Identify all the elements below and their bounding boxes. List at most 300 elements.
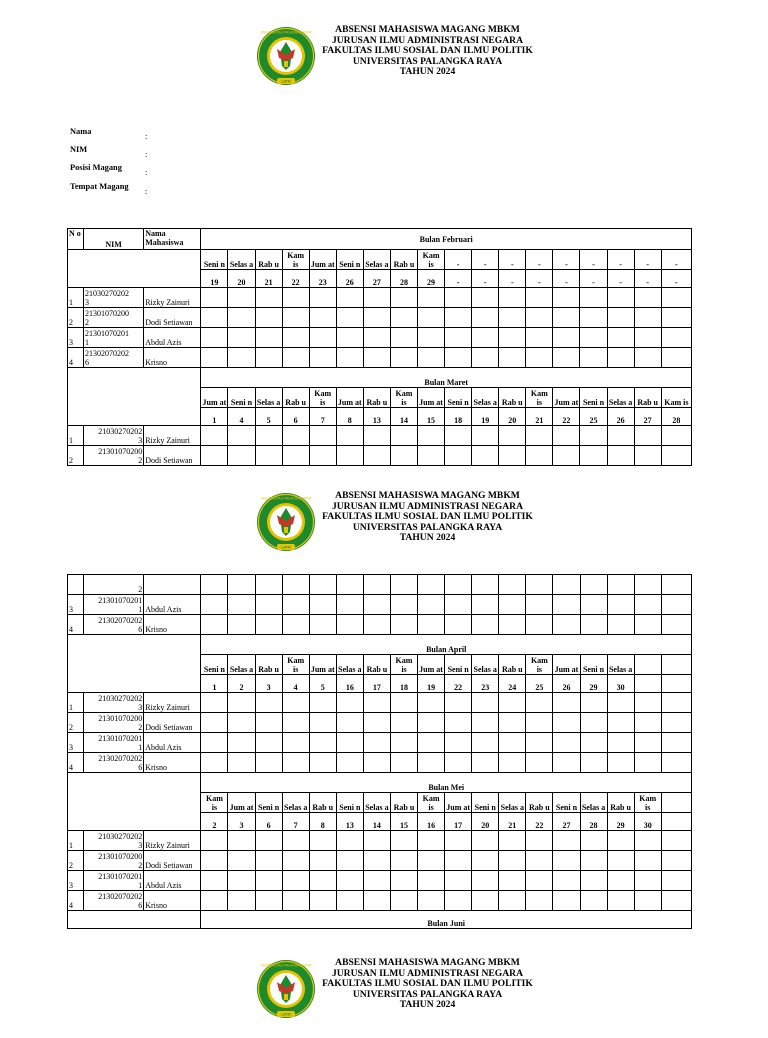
attendance-cell[interactable] — [607, 615, 634, 635]
attendance-cell[interactable] — [363, 693, 390, 713]
attendance-cell[interactable] — [445, 615, 472, 635]
attendance-cell[interactable] — [228, 288, 255, 308]
attendance-cell[interactable] — [607, 851, 634, 871]
attendance-cell[interactable] — [553, 328, 580, 348]
attendance-cell[interactable] — [282, 595, 309, 615]
attendance-cell[interactable] — [553, 615, 580, 635]
attendance-cell[interactable] — [553, 831, 580, 851]
attendance-cell[interactable] — [526, 733, 553, 753]
attendance-cell[interactable] — [580, 851, 607, 871]
attendance-cell[interactable] — [634, 595, 661, 615]
attendance-cell[interactable] — [309, 595, 336, 615]
attendance-cell[interactable] — [282, 446, 309, 466]
attendance-cell[interactable] — [418, 288, 445, 308]
attendance-cell[interactable] — [201, 693, 228, 713]
attendance-cell[interactable] — [255, 575, 282, 595]
attendance-cell[interactable] — [661, 426, 691, 446]
attendance-cell[interactable] — [526, 871, 553, 891]
attendance-cell[interactable] — [228, 871, 255, 891]
attendance-cell[interactable] — [634, 308, 661, 328]
attendance-cell[interactable] — [526, 753, 553, 773]
attendance-cell[interactable] — [309, 446, 336, 466]
attendance-cell[interactable] — [336, 851, 363, 871]
attendance-cell[interactable] — [363, 575, 390, 595]
attendance-cell[interactable] — [228, 693, 255, 713]
attendance-cell[interactable] — [526, 308, 553, 328]
attendance-cell[interactable] — [499, 753, 526, 773]
attendance-cell[interactable] — [607, 753, 634, 773]
attendance-cell[interactable] — [472, 871, 499, 891]
attendance-cell[interactable] — [580, 308, 607, 328]
attendance-cell[interactable] — [472, 831, 499, 851]
attendance-cell[interactable] — [445, 595, 472, 615]
attendance-cell[interactable] — [201, 308, 228, 328]
attendance-cell[interactable] — [309, 615, 336, 635]
attendance-cell[interactable] — [336, 446, 363, 466]
attendance-cell[interactable] — [553, 713, 580, 733]
attendance-cell[interactable] — [255, 831, 282, 851]
attendance-cell[interactable] — [228, 891, 255, 911]
attendance-cell[interactable] — [390, 446, 417, 466]
attendance-cell[interactable] — [661, 891, 691, 911]
attendance-cell[interactable] — [445, 348, 472, 368]
attendance-cell[interactable] — [553, 348, 580, 368]
attendance-cell[interactable] — [661, 288, 691, 308]
attendance-cell[interactable] — [201, 851, 228, 871]
attendance-cell[interactable] — [228, 733, 255, 753]
attendance-cell[interactable] — [201, 891, 228, 911]
attendance-cell[interactable] — [309, 575, 336, 595]
attendance-cell[interactable] — [336, 595, 363, 615]
attendance-cell[interactable] — [418, 446, 445, 466]
attendance-cell[interactable] — [607, 713, 634, 733]
attendance-cell[interactable] — [661, 733, 691, 753]
attendance-cell[interactable] — [418, 426, 445, 446]
attendance-cell[interactable] — [418, 575, 445, 595]
attendance-cell[interactable] — [526, 595, 553, 615]
attendance-cell[interactable] — [282, 891, 309, 911]
attendance-cell[interactable] — [363, 595, 390, 615]
attendance-cell[interactable] — [661, 713, 691, 733]
attendance-cell[interactable] — [445, 693, 472, 713]
attendance-cell[interactable] — [255, 871, 282, 891]
attendance-cell[interactable] — [390, 871, 417, 891]
attendance-cell[interactable] — [282, 575, 309, 595]
attendance-cell[interactable] — [282, 753, 309, 773]
attendance-cell[interactable] — [363, 851, 390, 871]
attendance-cell[interactable] — [472, 595, 499, 615]
attendance-cell[interactable] — [363, 831, 390, 851]
attendance-cell[interactable] — [255, 851, 282, 871]
attendance-cell[interactable] — [390, 328, 417, 348]
attendance-cell[interactable] — [336, 891, 363, 911]
attendance-cell[interactable] — [499, 308, 526, 328]
attendance-cell[interactable] — [228, 713, 255, 733]
attendance-cell[interactable] — [228, 615, 255, 635]
attendance-cell[interactable] — [472, 733, 499, 753]
attendance-cell[interactable] — [634, 575, 661, 595]
attendance-cell[interactable] — [526, 328, 553, 348]
attendance-cell[interactable] — [445, 851, 472, 871]
attendance-cell[interactable] — [282, 348, 309, 368]
attendance-cell[interactable] — [580, 753, 607, 773]
attendance-cell[interactable] — [309, 891, 336, 911]
attendance-cell[interactable] — [472, 615, 499, 635]
attendance-cell[interactable] — [228, 575, 255, 595]
attendance-cell[interactable] — [282, 426, 309, 446]
attendance-cell[interactable] — [553, 871, 580, 891]
attendance-cell[interactable] — [309, 308, 336, 328]
attendance-cell[interactable] — [499, 426, 526, 446]
attendance-cell[interactable] — [661, 693, 691, 713]
attendance-cell[interactable] — [282, 693, 309, 713]
attendance-cell[interactable] — [526, 288, 553, 308]
attendance-cell[interactable] — [472, 446, 499, 466]
attendance-cell[interactable] — [634, 851, 661, 871]
attendance-cell[interactable] — [661, 328, 691, 348]
attendance-cell[interactable] — [526, 575, 553, 595]
attendance-cell[interactable] — [201, 615, 228, 635]
attendance-cell[interactable] — [282, 328, 309, 348]
attendance-cell[interactable] — [363, 871, 390, 891]
attendance-cell[interactable] — [526, 426, 553, 446]
attendance-cell[interactable] — [580, 871, 607, 891]
attendance-cell[interactable] — [526, 446, 553, 466]
attendance-cell[interactable] — [553, 595, 580, 615]
attendance-cell[interactable] — [661, 446, 691, 466]
attendance-cell[interactable] — [661, 575, 691, 595]
attendance-cell[interactable] — [445, 308, 472, 328]
attendance-cell[interactable] — [499, 615, 526, 635]
attendance-cell[interactable] — [201, 446, 228, 466]
attendance-cell[interactable] — [390, 426, 417, 446]
attendance-cell[interactable] — [580, 328, 607, 348]
attendance-cell[interactable] — [418, 733, 445, 753]
attendance-cell[interactable] — [418, 615, 445, 635]
attendance-cell[interactable] — [445, 446, 472, 466]
attendance-cell[interactable] — [336, 615, 363, 635]
attendance-cell[interactable] — [418, 713, 445, 733]
attendance-cell[interactable] — [228, 426, 255, 446]
attendance-cell[interactable] — [336, 426, 363, 446]
attendance-cell[interactable] — [390, 831, 417, 851]
attendance-cell[interactable] — [472, 348, 499, 368]
attendance-cell[interactable] — [553, 753, 580, 773]
attendance-cell[interactable] — [661, 871, 691, 891]
attendance-cell[interactable] — [580, 595, 607, 615]
attendance-cell[interactable] — [472, 288, 499, 308]
attendance-cell[interactable] — [255, 693, 282, 713]
attendance-cell[interactable] — [634, 871, 661, 891]
attendance-cell[interactable] — [309, 851, 336, 871]
attendance-cell[interactable] — [363, 753, 390, 773]
attendance-cell[interactable] — [580, 288, 607, 308]
attendance-cell[interactable] — [255, 348, 282, 368]
attendance-cell[interactable] — [418, 308, 445, 328]
attendance-cell[interactable] — [553, 693, 580, 713]
attendance-cell[interactable] — [309, 753, 336, 773]
attendance-cell[interactable] — [390, 308, 417, 328]
attendance-cell[interactable] — [255, 426, 282, 446]
attendance-cell[interactable] — [309, 733, 336, 753]
attendance-cell[interactable] — [634, 426, 661, 446]
attendance-cell[interactable] — [472, 753, 499, 773]
attendance-cell[interactable] — [634, 733, 661, 753]
attendance-cell[interactable] — [309, 693, 336, 713]
attendance-cell[interactable] — [255, 446, 282, 466]
attendance-cell[interactable] — [255, 595, 282, 615]
attendance-cell[interactable] — [634, 288, 661, 308]
attendance-cell[interactable] — [336, 288, 363, 308]
attendance-cell[interactable] — [445, 753, 472, 773]
attendance-cell[interactable] — [201, 575, 228, 595]
attendance-cell[interactable] — [607, 328, 634, 348]
attendance-cell[interactable] — [553, 308, 580, 328]
attendance-cell[interactable] — [228, 328, 255, 348]
attendance-cell[interactable] — [580, 575, 607, 595]
attendance-cell[interactable] — [472, 426, 499, 446]
attendance-cell[interactable] — [363, 288, 390, 308]
attendance-cell[interactable] — [336, 713, 363, 733]
attendance-cell[interactable] — [390, 891, 417, 911]
attendance-cell[interactable] — [363, 891, 390, 911]
attendance-cell[interactable] — [282, 851, 309, 871]
attendance-cell[interactable] — [228, 446, 255, 466]
attendance-cell[interactable] — [336, 308, 363, 328]
attendance-cell[interactable] — [634, 753, 661, 773]
attendance-cell[interactable] — [282, 308, 309, 328]
attendance-cell[interactable] — [580, 693, 607, 713]
attendance-cell[interactable] — [553, 426, 580, 446]
attendance-cell[interactable] — [309, 288, 336, 308]
attendance-cell[interactable] — [390, 575, 417, 595]
attendance-cell[interactable] — [634, 713, 661, 733]
attendance-cell[interactable] — [445, 891, 472, 911]
attendance-cell[interactable] — [553, 575, 580, 595]
attendance-cell[interactable] — [580, 733, 607, 753]
attendance-cell[interactable] — [418, 831, 445, 851]
attendance-cell[interactable] — [418, 328, 445, 348]
attendance-cell[interactable] — [418, 871, 445, 891]
attendance-cell[interactable] — [309, 871, 336, 891]
attendance-cell[interactable] — [607, 575, 634, 595]
attendance-cell[interactable] — [445, 288, 472, 308]
attendance-cell[interactable] — [553, 288, 580, 308]
attendance-cell[interactable] — [390, 348, 417, 368]
attendance-cell[interactable] — [390, 851, 417, 871]
attendance-cell[interactable] — [580, 713, 607, 733]
attendance-cell[interactable] — [363, 426, 390, 446]
attendance-cell[interactable] — [390, 288, 417, 308]
attendance-cell[interactable] — [499, 288, 526, 308]
attendance-cell[interactable] — [526, 851, 553, 871]
attendance-cell[interactable] — [661, 753, 691, 773]
attendance-cell[interactable] — [526, 831, 553, 851]
attendance-cell[interactable] — [282, 831, 309, 851]
attendance-cell[interactable] — [255, 713, 282, 733]
attendance-cell[interactable] — [499, 595, 526, 615]
attendance-cell[interactable] — [472, 693, 499, 713]
attendance-cell[interactable] — [472, 328, 499, 348]
attendance-cell[interactable] — [553, 891, 580, 911]
attendance-cell[interactable] — [499, 713, 526, 733]
attendance-cell[interactable] — [309, 831, 336, 851]
attendance-cell[interactable] — [445, 575, 472, 595]
attendance-cell[interactable] — [228, 851, 255, 871]
attendance-cell[interactable] — [580, 446, 607, 466]
attendance-cell[interactable] — [634, 328, 661, 348]
attendance-cell[interactable] — [634, 446, 661, 466]
attendance-cell[interactable] — [580, 891, 607, 911]
attendance-cell[interactable] — [661, 308, 691, 328]
attendance-cell[interactable] — [201, 713, 228, 733]
attendance-cell[interactable] — [390, 595, 417, 615]
attendance-cell[interactable] — [607, 693, 634, 713]
attendance-cell[interactable] — [580, 615, 607, 635]
attendance-cell[interactable] — [526, 891, 553, 911]
attendance-cell[interactable] — [201, 871, 228, 891]
attendance-cell[interactable] — [228, 753, 255, 773]
attendance-cell[interactable] — [255, 328, 282, 348]
attendance-cell[interactable] — [309, 348, 336, 368]
attendance-cell[interactable] — [282, 713, 309, 733]
attendance-cell[interactable] — [201, 426, 228, 446]
attendance-cell[interactable] — [445, 328, 472, 348]
attendance-cell[interactable] — [336, 733, 363, 753]
attendance-cell[interactable] — [228, 348, 255, 368]
attendance-cell[interactable] — [445, 871, 472, 891]
attendance-cell[interactable] — [607, 831, 634, 851]
attendance-cell[interactable] — [526, 348, 553, 368]
attendance-cell[interactable] — [255, 615, 282, 635]
attendance-cell[interactable] — [661, 851, 691, 871]
attendance-cell[interactable] — [363, 615, 390, 635]
attendance-cell[interactable] — [607, 288, 634, 308]
attendance-cell[interactable] — [228, 308, 255, 328]
attendance-cell[interactable] — [201, 595, 228, 615]
attendance-cell[interactable] — [336, 871, 363, 891]
attendance-cell[interactable] — [228, 831, 255, 851]
attendance-cell[interactable] — [472, 575, 499, 595]
attendance-cell[interactable] — [445, 426, 472, 446]
attendance-cell[interactable] — [472, 713, 499, 733]
attendance-cell[interactable] — [390, 713, 417, 733]
attendance-cell[interactable] — [607, 308, 634, 328]
attendance-cell[interactable] — [336, 831, 363, 851]
attendance-cell[interactable] — [390, 753, 417, 773]
attendance-cell[interactable] — [390, 693, 417, 713]
attendance-cell[interactable] — [201, 831, 228, 851]
attendance-cell[interactable] — [472, 308, 499, 328]
attendance-cell[interactable] — [553, 446, 580, 466]
attendance-cell[interactable] — [418, 693, 445, 713]
attendance-cell[interactable] — [499, 831, 526, 851]
attendance-cell[interactable] — [580, 426, 607, 446]
attendance-cell[interactable] — [445, 733, 472, 753]
attendance-cell[interactable] — [255, 891, 282, 911]
attendance-cell[interactable] — [418, 851, 445, 871]
attendance-cell[interactable] — [499, 575, 526, 595]
attendance-cell[interactable] — [282, 615, 309, 635]
attendance-cell[interactable] — [336, 348, 363, 368]
attendance-cell[interactable] — [336, 753, 363, 773]
attendance-cell[interactable] — [418, 753, 445, 773]
attendance-cell[interactable] — [201, 733, 228, 753]
attendance-cell[interactable] — [499, 891, 526, 911]
attendance-cell[interactable] — [661, 615, 691, 635]
attendance-cell[interactable] — [499, 693, 526, 713]
attendance-cell[interactable] — [553, 851, 580, 871]
attendance-cell[interactable] — [499, 733, 526, 753]
attendance-cell[interactable] — [363, 308, 390, 328]
attendance-cell[interactable] — [201, 328, 228, 348]
attendance-cell[interactable] — [472, 851, 499, 871]
attendance-cell[interactable] — [634, 348, 661, 368]
attendance-cell[interactable] — [255, 308, 282, 328]
attendance-cell[interactable] — [445, 831, 472, 851]
attendance-cell[interactable] — [363, 348, 390, 368]
attendance-cell[interactable] — [201, 348, 228, 368]
attendance-cell[interactable] — [661, 831, 691, 851]
attendance-cell[interactable] — [309, 426, 336, 446]
attendance-cell[interactable] — [634, 693, 661, 713]
attendance-cell[interactable] — [418, 595, 445, 615]
attendance-cell[interactable] — [363, 328, 390, 348]
attendance-cell[interactable] — [282, 733, 309, 753]
attendance-cell[interactable] — [607, 426, 634, 446]
attendance-cell[interactable] — [472, 891, 499, 911]
attendance-cell[interactable] — [580, 348, 607, 368]
attendance-cell[interactable] — [499, 348, 526, 368]
attendance-cell[interactable] — [499, 328, 526, 348]
attendance-cell[interactable] — [607, 446, 634, 466]
attendance-cell[interactable] — [418, 348, 445, 368]
attendance-cell[interactable] — [580, 831, 607, 851]
attendance-cell[interactable] — [282, 288, 309, 308]
attendance-cell[interactable] — [309, 713, 336, 733]
attendance-cell[interactable] — [499, 446, 526, 466]
attendance-cell[interactable] — [255, 753, 282, 773]
attendance-cell[interactable] — [336, 328, 363, 348]
attendance-cell[interactable] — [499, 871, 526, 891]
attendance-cell[interactable] — [445, 713, 472, 733]
attendance-cell[interactable] — [499, 851, 526, 871]
attendance-cell[interactable] — [336, 575, 363, 595]
attendance-cell[interactable] — [607, 891, 634, 911]
attendance-cell[interactable] — [634, 891, 661, 911]
attendance-cell[interactable] — [607, 733, 634, 753]
attendance-cell[interactable] — [201, 288, 228, 308]
attendance-cell[interactable] — [526, 615, 553, 635]
attendance-cell[interactable] — [390, 733, 417, 753]
attendance-cell[interactable] — [390, 615, 417, 635]
attendance-cell[interactable] — [363, 713, 390, 733]
attendance-cell[interactable] — [607, 348, 634, 368]
attendance-cell[interactable] — [526, 713, 553, 733]
attendance-cell[interactable] — [553, 733, 580, 753]
attendance-cell[interactable] — [418, 891, 445, 911]
attendance-cell[interactable] — [634, 615, 661, 635]
attendance-cell[interactable] — [607, 595, 634, 615]
attendance-cell[interactable] — [228, 595, 255, 615]
attendance-cell[interactable] — [309, 328, 336, 348]
attendance-cell[interactable] — [634, 831, 661, 851]
attendance-cell[interactable] — [526, 693, 553, 713]
attendance-cell[interactable] — [607, 871, 634, 891]
attendance-cell[interactable] — [336, 693, 363, 713]
attendance-cell[interactable] — [363, 446, 390, 466]
attendance-cell[interactable] — [255, 288, 282, 308]
